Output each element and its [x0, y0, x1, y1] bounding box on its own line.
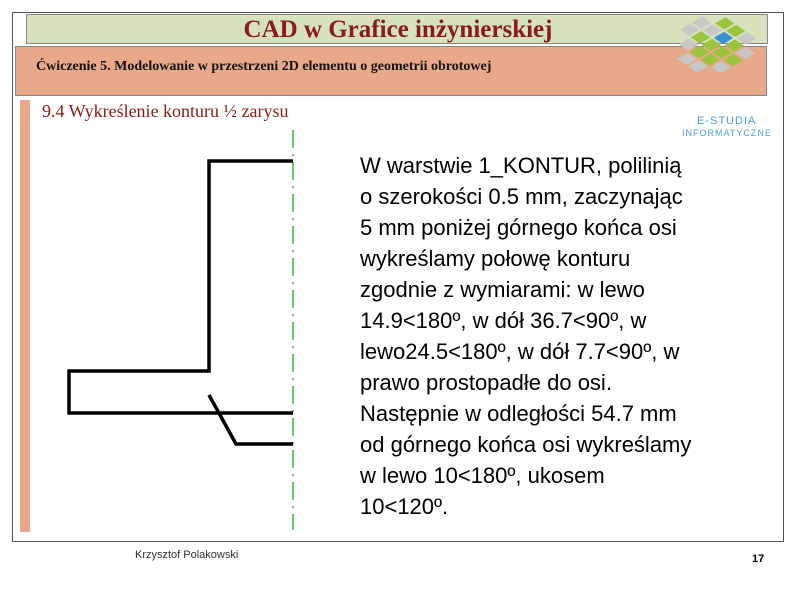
instruction-line: prawo prostopadłe do osi. [360, 370, 612, 395]
instruction-line: W warstwie 1_KONTUR, polilinią [360, 153, 682, 178]
contour-drawing [50, 125, 310, 535]
instruction-line: od górnego końca osi wykreślamy [360, 432, 692, 457]
page-number: 17 [752, 553, 765, 565]
author-name: Krzysztof Polakowski [135, 549, 239, 561]
subtitle-bar [15, 46, 767, 96]
title-bar [26, 14, 768, 44]
half-contour-polyline [69, 161, 293, 413]
instruction-line: 14.9<180º, w dół 36.7<90º, w [360, 308, 647, 333]
exercise-subtitle: Ćwiczenie 5. Modelowanie w przestrzeni 2D elementu o geometrii obrotowej [36, 59, 492, 74]
instruction-line: Następnie w odległości 54.7 mm [360, 401, 677, 426]
slide-title: CAD w Grafice inżynierskiej [243, 16, 553, 43]
instruction-line: lewo24.5<180º, w dół 7.7<90º, w [360, 339, 680, 364]
logo-text-estudia: E-STUDIA [697, 115, 757, 127]
instruction-line: zgodnie z wymiarami: w lewo [360, 277, 645, 302]
left-accent-stripe [20, 100, 30, 532]
instruction-line: o szerokości 0.5 mm, zaczynając [360, 184, 683, 209]
instruction-line: w lewo 10<180º, ukosem [360, 463, 605, 488]
instruction-line: 5 mm poniżej górnego końca osi [360, 215, 677, 240]
instruction-text [360, 150, 780, 522]
instruction-line: 10<120º. [360, 494, 449, 519]
section-heading: 9.4 Wykreślenie konturu ½ zarysu [42, 101, 289, 121]
instruction-line: wykreślamy połowę konturu [360, 246, 631, 271]
logo-text-informatyczne: INFORMATYCZNE [682, 128, 772, 138]
chamfer-polyline [209, 395, 293, 444]
